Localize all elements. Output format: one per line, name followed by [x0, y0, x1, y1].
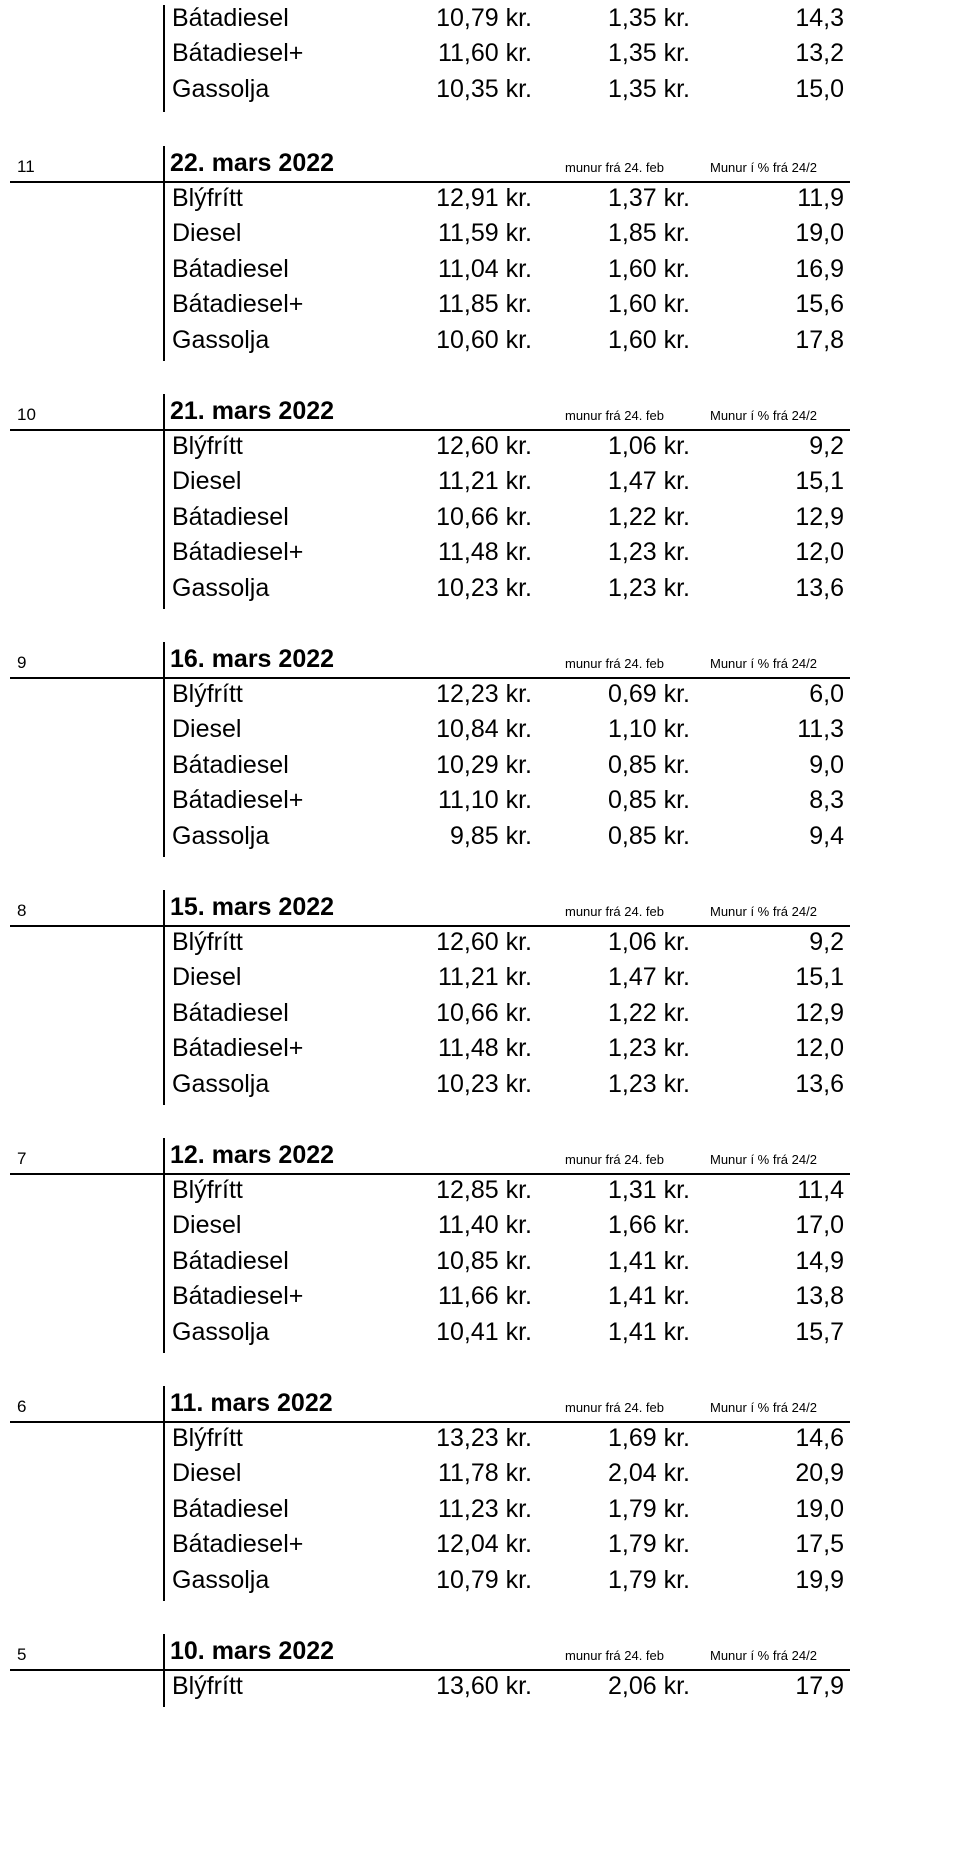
fuel-name-cell: Bátadiesel	[172, 1246, 289, 1275]
percent-change-cell: 12,9	[795, 502, 844, 531]
price-cell: 11,60 kr.	[437, 39, 532, 68]
table-row	[0, 963, 850, 999]
block-date: 10. mars 2022	[170, 1637, 335, 1665]
column-header-percent: Munur í % frá 24/2	[710, 1152, 817, 1167]
table-row	[0, 1495, 850, 1531]
fuel-name-cell: Gassolja	[172, 1565, 270, 1594]
difference-cell: 1,06 kr.	[608, 432, 690, 460]
fuel-name-cell: Gassolja	[172, 1317, 270, 1346]
row-index: 7	[17, 1149, 27, 1168]
price-cell: 10,23 kr.	[436, 1069, 532, 1098]
row-index: 8	[17, 901, 27, 920]
percent-change-cell: 15,6	[795, 290, 844, 319]
difference-cell: 1,41 kr.	[608, 1246, 690, 1275]
table-row	[0, 1318, 850, 1354]
percent-change-cell: 16,9	[795, 254, 844, 283]
fuel-name-cell: Bátadiesel	[172, 4, 289, 32]
table-row	[0, 255, 850, 291]
percent-change-cell: 17,8	[795, 325, 844, 354]
percent-change-cell: 13,8	[795, 1282, 844, 1311]
table-row	[0, 75, 850, 111]
price-cell: 13,23 kr.	[436, 1424, 532, 1452]
percent-change-cell: 15,1	[795, 963, 844, 992]
difference-cell: 1,85 kr.	[608, 219, 690, 248]
column-header-difference: munur frá 24. feb	[565, 904, 664, 919]
price-cell: 11,48 kr.	[437, 538, 532, 567]
table-row	[0, 1566, 850, 1602]
price-cell: 10,85 kr.	[436, 1246, 532, 1275]
header-underline	[10, 1421, 850, 1423]
fuel-name-cell: Diesel	[172, 219, 242, 248]
date-block	[0, 1632, 850, 1872]
price-cell: 10,79 kr.	[436, 4, 532, 32]
price-cell: 13,60 kr.	[436, 1672, 532, 1700]
difference-cell: 0,69 kr.	[608, 680, 690, 708]
difference-cell: 1,35 kr.	[608, 74, 690, 103]
table-row	[0, 999, 850, 1035]
top-continuation-block	[0, 0, 850, 115]
header-underline	[10, 677, 850, 679]
fuel-name-cell: Bátadiesel+	[172, 538, 304, 567]
column-header-difference: munur frá 24. feb	[565, 1400, 664, 1415]
date-block	[0, 1384, 850, 1624]
price-cell: 12,60 kr.	[436, 928, 532, 956]
price-cell: 11,21 kr.	[437, 963, 532, 992]
percent-change-cell: 20,9	[795, 1459, 844, 1488]
price-cell: 10,79 kr.	[436, 1565, 532, 1594]
price-cell: 12,04 kr.	[436, 1530, 532, 1559]
price-cell: 9,85 kr.	[450, 821, 532, 850]
difference-cell: 0,85 kr.	[608, 750, 690, 779]
table-row	[0, 1459, 850, 1495]
price-cell: 12,23 kr.	[436, 680, 532, 708]
difference-cell: 2,04 kr.	[608, 1459, 690, 1488]
difference-cell: 1,41 kr.	[608, 1317, 690, 1346]
difference-cell: 1,60 kr.	[608, 325, 690, 354]
difference-cell: 1,60 kr.	[608, 290, 690, 319]
percent-change-cell: 12,0	[795, 1034, 844, 1063]
table-row	[0, 715, 850, 751]
table-row	[0, 1176, 850, 1212]
block-date: 16. mars 2022	[170, 645, 335, 673]
block-date: 12. mars 2022	[170, 1141, 335, 1169]
price-cell: 11,23 kr.	[437, 1494, 532, 1523]
table-row	[0, 928, 850, 964]
table-row	[0, 751, 850, 787]
fuel-name-cell: Bátadiesel	[172, 1494, 289, 1523]
difference-cell: 1,31 kr.	[608, 1176, 690, 1204]
row-index: 5	[17, 1645, 27, 1664]
table-row	[0, 503, 850, 539]
percent-change-cell: 6,0	[809, 680, 844, 708]
percent-change-cell: 15,0	[795, 74, 844, 103]
fuel-name-cell: Blýfrítt	[172, 1424, 243, 1452]
percent-change-cell: 19,0	[795, 1494, 844, 1523]
table-row	[0, 1247, 850, 1283]
percent-change-cell: 9,4	[809, 821, 844, 850]
table-row	[0, 538, 850, 574]
percent-change-cell: 9,2	[809, 432, 844, 460]
price-cell: 10,66 kr.	[436, 998, 532, 1027]
difference-cell: 1,22 kr.	[608, 998, 690, 1027]
date-block	[0, 144, 850, 384]
column-header-difference: munur frá 24. feb	[565, 1648, 664, 1663]
difference-cell: 1,23 kr.	[608, 573, 690, 602]
block-date: 22. mars 2022	[170, 149, 335, 177]
price-cell: 10,29 kr.	[436, 750, 532, 779]
difference-cell: 1,69 kr.	[608, 1424, 690, 1452]
percent-change-cell: 9,0	[809, 750, 844, 779]
price-cell: 10,60 kr.	[436, 325, 532, 354]
table-row	[0, 574, 850, 610]
column-header-difference: munur frá 24. feb	[565, 656, 664, 671]
price-cell: 11,40 kr.	[437, 1211, 532, 1240]
column-header-percent: Munur í % frá 24/2	[710, 408, 817, 423]
header-underline	[10, 1173, 850, 1175]
table-row	[0, 290, 850, 326]
difference-cell: 1,79 kr.	[608, 1494, 690, 1523]
row-index: 9	[17, 653, 27, 672]
percent-change-cell: 17,9	[795, 1672, 844, 1700]
fuel-name-cell: Bátadiesel+	[172, 1282, 304, 1311]
column-header-percent: Munur í % frá 24/2	[710, 656, 817, 671]
price-cell: 11,04 kr.	[437, 254, 532, 283]
fuel-name-cell: Blýfrítt	[172, 1176, 243, 1204]
table-row	[0, 219, 850, 255]
price-cell: 11,66 kr.	[437, 1282, 532, 1311]
fuel-name-cell: Blýfrítt	[172, 680, 243, 708]
price-cell: 10,23 kr.	[436, 573, 532, 602]
fuel-name-cell: Diesel	[172, 963, 242, 992]
price-cell: 11,10 kr.	[437, 786, 532, 815]
fuel-name-cell: Gassolja	[172, 325, 270, 354]
table-row	[0, 822, 850, 858]
date-block	[0, 1136, 850, 1376]
fuel-name-cell: Bátadiesel+	[172, 1034, 304, 1063]
fuel-name-cell: Bátadiesel+	[172, 39, 304, 68]
difference-cell: 1,79 kr.	[608, 1565, 690, 1594]
price-cell: 12,91 kr.	[436, 184, 532, 212]
table-row	[0, 4, 850, 40]
percent-change-cell: 9,2	[809, 928, 844, 956]
column-header-percent: Munur í % frá 24/2	[710, 1400, 817, 1415]
difference-cell: 1,23 kr.	[608, 1069, 690, 1098]
row-index: 11	[17, 157, 35, 176]
fuel-name-cell: Gassolja	[172, 74, 270, 103]
percent-change-cell: 15,7	[795, 1317, 844, 1346]
price-cell: 11,48 kr.	[437, 1034, 532, 1063]
table-row	[0, 39, 850, 75]
fuel-name-cell: Diesel	[172, 1211, 242, 1240]
block-date: 11. mars 2022	[170, 1389, 333, 1417]
row-index: 6	[17, 1397, 27, 1416]
header-underline	[10, 925, 850, 927]
percent-change-cell: 19,9	[795, 1565, 844, 1594]
difference-cell: 1,23 kr.	[608, 1034, 690, 1063]
difference-cell: 1,37 kr.	[608, 184, 690, 212]
price-cell: 10,41 kr.	[436, 1317, 532, 1346]
difference-cell: 0,85 kr.	[608, 821, 690, 850]
percent-change-cell: 13,6	[795, 573, 844, 602]
percent-change-cell: 13,2	[795, 39, 844, 68]
date-block	[0, 640, 850, 880]
price-cell: 11,21 kr.	[437, 467, 532, 496]
price-cell: 11,85 kr.	[437, 290, 532, 319]
table-row	[0, 1672, 850, 1708]
percent-change-cell: 11,3	[797, 715, 844, 744]
block-date: 21. mars 2022	[170, 397, 335, 425]
fuel-name-cell: Blýfrítt	[172, 1672, 243, 1700]
header-underline	[10, 429, 850, 431]
fuel-name-cell: Diesel	[172, 715, 242, 744]
price-cell: 11,78 kr.	[437, 1459, 532, 1488]
fuel-name-cell: Bátadiesel	[172, 254, 289, 283]
fuel-name-cell: Bátadiesel	[172, 998, 289, 1027]
difference-cell: 1,10 kr.	[608, 715, 690, 744]
table-row	[0, 326, 850, 362]
difference-cell: 1,22 kr.	[608, 502, 690, 531]
fuel-name-cell: Bátadiesel+	[172, 1530, 304, 1559]
column-header-percent: Munur í % frá 24/2	[710, 1648, 817, 1663]
table-row	[0, 1034, 850, 1070]
column-header-difference: munur frá 24. feb	[565, 1152, 664, 1167]
fuel-name-cell: Blýfrítt	[172, 184, 243, 212]
difference-cell: 2,06 kr.	[608, 1672, 690, 1700]
header-underline	[10, 181, 850, 183]
price-cell: 11,59 kr.	[437, 219, 532, 248]
difference-cell: 1,06 kr.	[608, 928, 690, 956]
difference-cell: 0,85 kr.	[608, 786, 690, 815]
percent-change-cell: 8,3	[809, 786, 844, 815]
table-row	[0, 786, 850, 822]
price-cell: 12,60 kr.	[436, 432, 532, 460]
column-header-difference: munur frá 24. feb	[565, 408, 664, 423]
fuel-name-cell: Blýfrítt	[172, 928, 243, 956]
percent-change-cell: 17,0	[795, 1211, 844, 1240]
percent-change-cell: 13,6	[795, 1069, 844, 1098]
table-row	[0, 432, 850, 468]
difference-cell: 1,47 kr.	[608, 963, 690, 992]
table-row	[0, 1070, 850, 1106]
column-header-percent: Munur í % frá 24/2	[710, 904, 817, 919]
difference-cell: 1,79 kr.	[608, 1530, 690, 1559]
fuel-name-cell: Bátadiesel	[172, 502, 289, 531]
difference-cell: 1,66 kr.	[608, 1211, 690, 1240]
fuel-name-cell: Gassolja	[172, 1069, 270, 1098]
percent-change-cell: 12,0	[795, 538, 844, 567]
fuel-name-cell: Gassolja	[172, 821, 270, 850]
table-row	[0, 467, 850, 503]
price-cell: 12,85 kr.	[436, 1176, 532, 1204]
price-cell: 10,35 kr.	[436, 74, 532, 103]
header-underline	[10, 1669, 850, 1671]
table-row	[0, 1424, 850, 1460]
percent-change-cell: 15,1	[795, 467, 844, 496]
percent-change-cell: 11,9	[797, 184, 844, 212]
difference-cell: 1,35 kr.	[608, 39, 690, 68]
percent-change-cell: 14,6	[795, 1424, 844, 1452]
percent-change-cell: 14,9	[795, 1246, 844, 1275]
percent-change-cell: 17,5	[795, 1530, 844, 1559]
fuel-name-cell: Gassolja	[172, 573, 270, 602]
fuel-name-cell: Blýfrítt	[172, 432, 243, 460]
fuel-name-cell: Bátadiesel+	[172, 786, 304, 815]
date-block	[0, 888, 850, 1128]
column-header-percent: Munur í % frá 24/2	[710, 160, 817, 175]
price-cell: 10,84 kr.	[436, 715, 532, 744]
date-block	[0, 392, 850, 632]
column-header-difference: munur frá 24. feb	[565, 160, 664, 175]
percent-change-cell: 11,4	[797, 1176, 844, 1204]
block-date: 15. mars 2022	[170, 893, 335, 921]
difference-cell: 1,47 kr.	[608, 467, 690, 496]
table-row	[0, 184, 850, 220]
percent-change-cell: 12,9	[795, 998, 844, 1027]
price-cell: 10,66 kr.	[436, 502, 532, 531]
fuel-name-cell: Bátadiesel	[172, 750, 289, 779]
fuel-name-cell: Bátadiesel+	[172, 290, 304, 319]
row-index: 10	[17, 405, 36, 424]
table-row	[0, 680, 850, 716]
table-row	[0, 1282, 850, 1318]
fuel-name-cell: Diesel	[172, 467, 242, 496]
difference-cell: 1,60 kr.	[608, 254, 690, 283]
difference-cell: 1,35 kr.	[608, 4, 690, 32]
difference-cell: 1,23 kr.	[608, 538, 690, 567]
percent-change-cell: 14,3	[795, 4, 844, 32]
difference-cell: 1,41 kr.	[608, 1282, 690, 1311]
fuel-name-cell: Diesel	[172, 1459, 242, 1488]
table-row	[0, 1530, 850, 1566]
percent-change-cell: 19,0	[795, 219, 844, 248]
table-row	[0, 1211, 850, 1247]
